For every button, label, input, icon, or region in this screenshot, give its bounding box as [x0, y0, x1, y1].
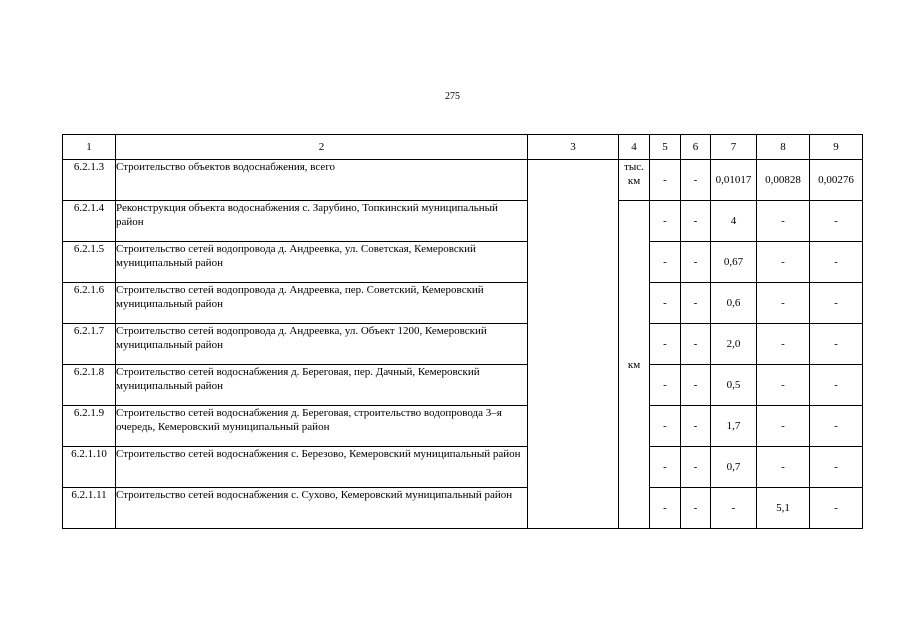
row-name: Строительство сетей водопровода д. Андреевка, ул. Советская, Кемеровский муниципальный район [116, 242, 528, 283]
header-cell-6: 6 [681, 135, 711, 160]
row-number: 6.2.1.8 [63, 365, 116, 406]
value-col8: - [757, 447, 810, 488]
value-col8: 5,1 [757, 488, 810, 529]
value-col6: - [681, 201, 711, 242]
value-col6: - [681, 283, 711, 324]
header-row [63, 135, 863, 160]
value-col9: - [810, 283, 863, 324]
value-col9: 0,00276 [810, 160, 863, 201]
header-cell-3: 3 [528, 135, 619, 160]
value-col9: - [810, 242, 863, 283]
table-row [63, 242, 863, 283]
value-col5: - [650, 488, 681, 529]
header-cell-5: 5 [650, 135, 681, 160]
unit-cell: тыс. км [619, 160, 650, 201]
header-cell-4: 4 [619, 135, 650, 160]
row-number: 6.2.1.3 [63, 160, 116, 201]
header-cell-1: 1 [63, 135, 116, 160]
table-row [63, 324, 863, 365]
value-col6: - [681, 242, 711, 283]
row-name: Строительство сетей водопровода д. Андреевка, пер. Советский, Кемеровский муниципальный район [116, 283, 528, 324]
value-col8: 0,00828 [757, 160, 810, 201]
value-col7: 0,6 [711, 283, 757, 324]
table-row [63, 488, 863, 529]
row-number: 6.2.1.6 [63, 283, 116, 324]
value-col6: - [681, 324, 711, 365]
value-col5: - [650, 160, 681, 201]
column-3-empty [528, 160, 619, 529]
row-number: 6.2.1.10 [63, 447, 116, 488]
value-col9: - [810, 324, 863, 365]
value-col9: - [810, 365, 863, 406]
unit-cell: км [619, 201, 650, 529]
table-row [63, 365, 863, 406]
value-col7: 4 [711, 201, 757, 242]
table-row [63, 201, 863, 242]
value-col8: - [757, 406, 810, 447]
value-col6: - [681, 160, 711, 201]
value-col9: - [810, 406, 863, 447]
value-col5: - [650, 447, 681, 488]
value-col7: 0,01017 [711, 160, 757, 201]
value-col6: - [681, 406, 711, 447]
value-col6: - [681, 447, 711, 488]
header-cell-7: 7 [711, 135, 757, 160]
row-name: Строительство сетей водоснабжения с. Березово, Кемеровский муниципальный район [116, 447, 528, 488]
table-row [63, 160, 863, 201]
value-col5: - [650, 324, 681, 365]
value-col9: - [810, 201, 863, 242]
value-col7: 0,7 [711, 447, 757, 488]
value-col5: - [650, 283, 681, 324]
value-col9: - [810, 488, 863, 529]
row-name: Строительство сетей водоснабжения д. Береговая, строительство водопровода 3–я очередь, Кемеровский муниципальный район [116, 406, 528, 447]
table-row [63, 283, 863, 324]
row-number: 6.2.1.9 [63, 406, 116, 447]
value-col9: - [810, 447, 863, 488]
row-name: Реконструкция объекта водоснабжения с. Зарубино, Топкинский муниципальный район [116, 201, 528, 242]
row-name: Строительство сетей водоснабжения д. Береговая, пер. Дачный, Кемеровский муниципальный район [116, 365, 528, 406]
table-row [63, 447, 863, 488]
value-col7: 0,67 [711, 242, 757, 283]
value-col7: - [711, 488, 757, 529]
header-cell-8: 8 [757, 135, 810, 160]
value-col6: - [681, 488, 711, 529]
page-number: 275 [445, 91, 460, 102]
value-col7: 1,7 [711, 406, 757, 447]
value-col8: - [757, 324, 810, 365]
value-col8: - [757, 365, 810, 406]
value-col5: - [650, 242, 681, 283]
row-number: 6.2.1.4 [63, 201, 116, 242]
row-name: Строительство сетей водоснабжения с. Сухово, Кемеровский муниципальный район [116, 488, 528, 529]
table-row [63, 406, 863, 447]
data-table [62, 134, 863, 529]
value-col8: - [757, 201, 810, 242]
row-number: 6.2.1.7 [63, 324, 116, 365]
value-col7: 0,5 [711, 365, 757, 406]
value-col5: - [650, 365, 681, 406]
row-number: 6.2.1.5 [63, 242, 116, 283]
row-number: 6.2.1.11 [63, 488, 116, 529]
header-cell-2: 2 [116, 135, 528, 160]
value-col5: - [650, 406, 681, 447]
value-col7: 2,0 [711, 324, 757, 365]
row-name: Строительство сетей водопровода д. Андреевка, ул. Объект 1200, Кемеровский муниципальный район [116, 324, 528, 365]
header-cell-9: 9 [810, 135, 863, 160]
value-col8: - [757, 242, 810, 283]
value-col6: - [681, 365, 711, 406]
value-col5: - [650, 201, 681, 242]
value-col8: - [757, 283, 810, 324]
row-name: Строительство объектов водоснабжения, всего [116, 160, 528, 201]
